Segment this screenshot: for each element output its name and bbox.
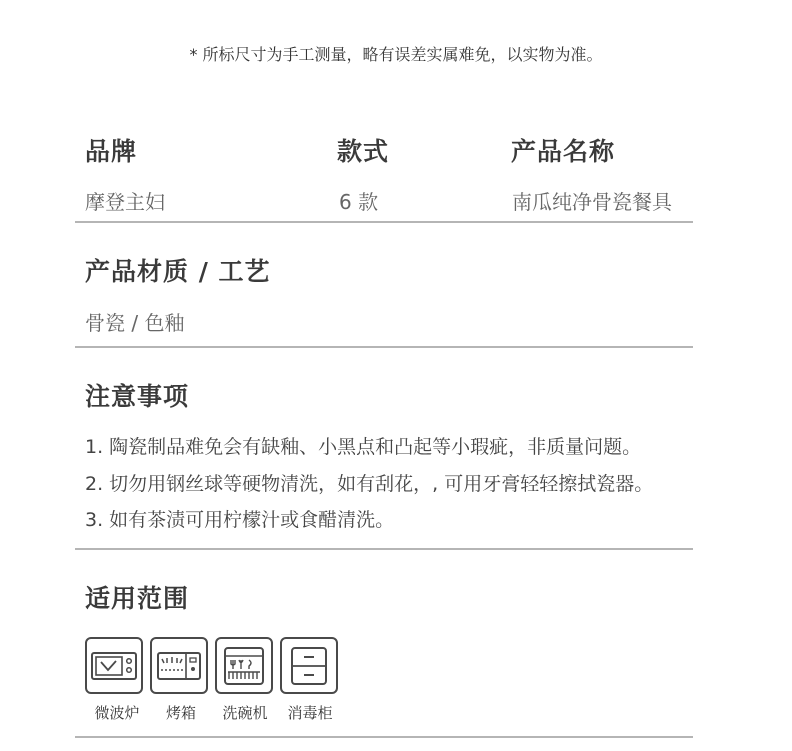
divider [75,346,693,348]
notice-item: 1. 陶瓷制品难免会有缺釉、小黑点和凸起等小瑕疵，非质量问题。 [85,436,642,458]
notice-title: 注意事项 [85,382,190,411]
material-label: 产品材质 / 工艺 [85,257,271,286]
usage-label-sterilizer: 消毒柜 [287,704,333,722]
sterilizer-cabinet-icon [280,637,338,694]
material-value: 骨瓷 / 色釉 [85,311,185,335]
usage-label-microwave: 微波炉 [94,704,140,722]
usage-label-oven: 烤箱 [165,704,196,722]
measurement-note: * 所标尺寸为手工测量，略有误差实属难免，以实物为准。 [189,45,603,64]
product-name-value: 南瓜纯净骨瓷餐具 [512,190,672,214]
usage-title: 适用范围 [85,584,190,613]
notice-item: 3. 如有茶渍可用柠檬汁或食醋清洗。 [85,509,395,531]
style-value: 6 款 [339,190,379,214]
oven-icon [150,637,208,694]
divider [75,736,693,738]
brand-value: 摩登主妇 [85,190,165,214]
style-label: 款式 [337,137,390,166]
usage-label-dishwasher: 洗碗机 [222,704,268,722]
divider [75,548,693,550]
divider [75,221,693,223]
notice-item: 2. 切勿用钢丝球等硬物清洗，如有刮花，, 可用牙膏轻轻擦拭瓷器。 [85,473,654,495]
brand-label: 品牌 [85,137,138,166]
dishwasher-icon [215,637,273,694]
product-name-label: 产品名称 [511,137,616,166]
microwave-icon [85,637,143,694]
